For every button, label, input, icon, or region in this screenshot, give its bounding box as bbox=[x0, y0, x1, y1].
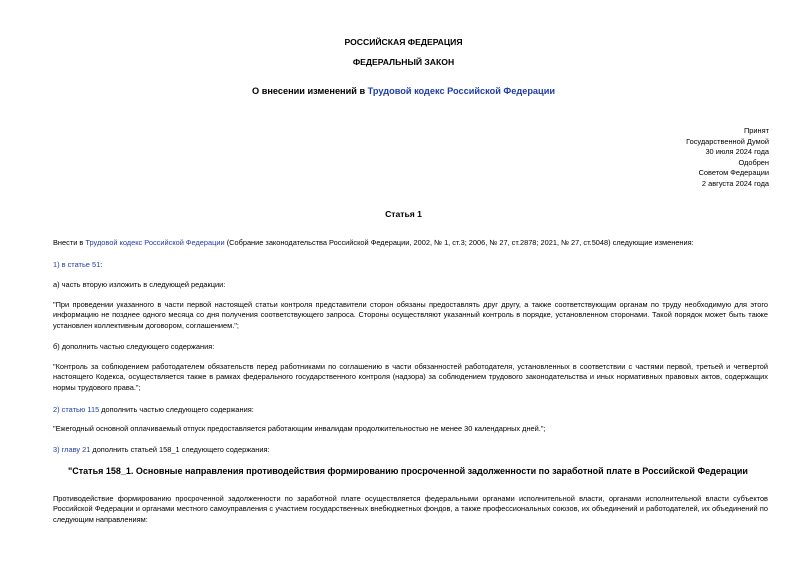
approved-label: Одобрен bbox=[738, 157, 769, 167]
approved-date: 2 августа 2024 года bbox=[701, 178, 769, 188]
item-3-suffix: дополнить статьей 158_1 следующего содержания: bbox=[90, 445, 270, 454]
item-3 bbox=[53, 445, 768, 455]
item-2-suffix: дополнить частью следующего содержания: bbox=[99, 405, 254, 414]
item-2 bbox=[53, 405, 768, 415]
labor-code-link[interactable]: Трудовой кодекс Российской Федерации bbox=[85, 238, 225, 247]
labor-code-title-link[interactable]: Трудовой кодекс Российской Федерации bbox=[367, 86, 555, 96]
article-heading: Статья 1 bbox=[385, 209, 422, 219]
item-1b: б) дополнить частью следующего содержания: bbox=[53, 342, 215, 351]
law-title-prefix: О внесении изменений в bbox=[252, 86, 368, 96]
chapter-21-link[interactable]: главу 21 bbox=[61, 445, 91, 454]
adoption-block bbox=[686, 126, 769, 189]
item-1a: а) часть вторую изложить в следующей редакции: bbox=[53, 280, 226, 289]
law-title bbox=[0, 85, 807, 98]
article-intro bbox=[53, 238, 768, 248]
item-1b-text: "Контроль за соблюдением работодателем обязательств перед работниками по соглашению в части обязанностей работодателя, установленных в соответствии с частями первой, третьей и четвертой настоящего Кодекса, осуществляется также в рамках федерального государственного контроля (надзора) за соблюдением трудового законодательства и иных нормативных правовых актов, содержащих нормы трудового права."; bbox=[53, 362, 768, 392]
adopted-by: Государственной Думой bbox=[686, 136, 769, 146]
article-115-link[interactable]: 2) статью 115 bbox=[53, 405, 100, 414]
item-3-prefix: 3) bbox=[53, 445, 62, 454]
item-2-text: "Ежегодный основной оплачиваемый отпуск предоставляется работающим инвалидам продолжительностью не менее 30 календарных дней."; bbox=[53, 424, 546, 433]
intro-prefix: Внести в bbox=[53, 238, 86, 247]
intro-suffix: (Собрание законодательства Российской Федерации, 2002, № 1, ст.3; 2006, № 27, ст.2878; 2021, № 27, ст.5048) следующие изменения: bbox=[224, 238, 694, 247]
item-1a-text: "При проведении указанного в части первой настоящей статьи контроля представители сторон обязаны предоставлять друг другу, а также соответствующим органам по труду необходимую для этого информацию не позднее одного месяца со дня получения соответствующего запроса. Стороны осуществляют указанный контроль в порядке, установленном сторонами. Такой порядок может быть также установлен коллективным договором, соглашением."; bbox=[53, 300, 768, 330]
law-type-heading: ФЕДЕРАЛЬНЫЙ ЗАКОН bbox=[352, 57, 455, 67]
article-158-1-text: Противодействие формированию просроченной задолженности по заработной плате осуществляется федеральными органами исполнительной власти, органами исполнительной власти субъектов Российской Федерации и органами местного самоуправления с участием государственных внебюджетных фондов, а также профессиональных союзов, их объединений и работодателей, их объединений по следующим направлениям: bbox=[53, 494, 768, 524]
country-heading: РОССИЙСКАЯ ФЕДЕРАЦИЯ bbox=[344, 37, 463, 47]
article-51-link[interactable]: статье 51 bbox=[67, 260, 101, 269]
article-158-1-heading: "Статья 158_1. Основные направления противодействия формированию просроченной задолженности по заработной плате в Российской Федерации bbox=[68, 466, 748, 476]
item-1-suffix: : bbox=[100, 260, 103, 269]
item-1 bbox=[53, 260, 768, 270]
approved-by: Советом Федерации bbox=[698, 168, 769, 178]
item-1-prefix[interactable]: 1) в bbox=[53, 260, 68, 269]
adopted-date: 30 июля 2024 года bbox=[705, 147, 769, 157]
adopted-label: Принят bbox=[743, 126, 769, 135]
